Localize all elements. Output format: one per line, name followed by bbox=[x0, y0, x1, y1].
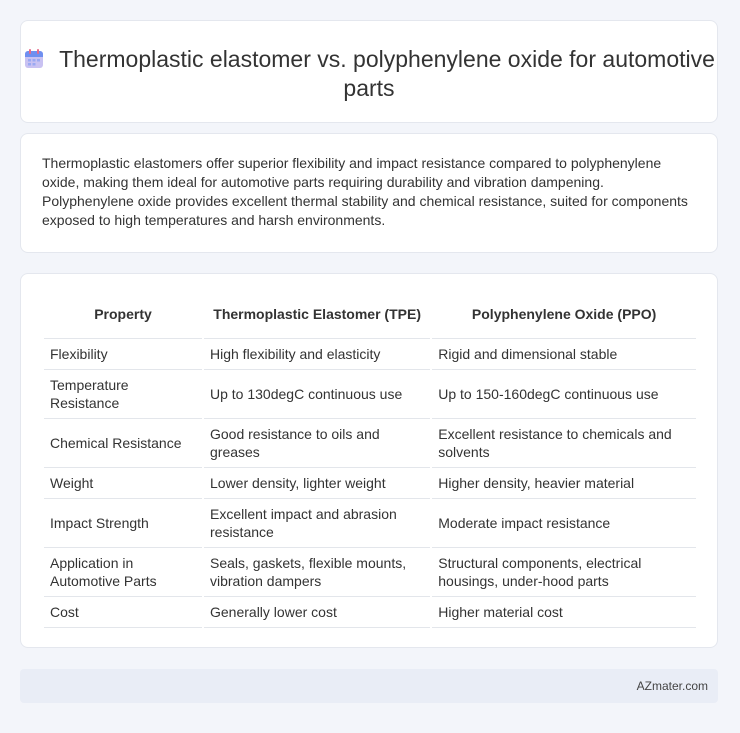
summary-text: Thermoplastic elastomers offer superior flexibility and impact resistance compared to polyphenylene oxide, making them ideal for automotive parts requiring durability and vibration dampening. Polyphenylene oxide provides excellent thermal stability and chemical resistance, suited for components exposed to high temperatures and harsh environments. bbox=[42, 155, 688, 228]
table-row bbox=[44, 418, 696, 467]
table-row bbox=[44, 498, 696, 547]
cell-tpe: High flexibility and elasticity bbox=[204, 338, 430, 369]
cell-property: Temperature Resistance bbox=[44, 369, 202, 418]
table-header-row bbox=[44, 296, 696, 338]
cell-ppo: Moderate impact resistance bbox=[432, 498, 696, 547]
cell-property: Cost bbox=[44, 596, 202, 628]
page-title-block bbox=[21, 45, 717, 103]
cell-ppo: Higher density, heavier material bbox=[432, 467, 696, 498]
summary-card bbox=[20, 133, 718, 253]
cell-tpe: Good resistance to oils and greases bbox=[204, 418, 430, 467]
table-row bbox=[44, 547, 696, 596]
header-property: Property bbox=[94, 305, 152, 322]
cell-tpe: Lower density, lighter weight bbox=[204, 467, 430, 498]
comparison-table bbox=[42, 296, 698, 628]
cell-ppo: Higher material cost bbox=[432, 596, 696, 628]
calendar-icon bbox=[23, 48, 45, 70]
title-card bbox=[20, 20, 718, 123]
cell-property: Weight bbox=[44, 467, 202, 498]
table-row bbox=[44, 596, 696, 628]
cell-property: Flexibility bbox=[44, 338, 202, 369]
cell-ppo: Excellent resistance to chemicals and solvents bbox=[432, 418, 696, 467]
cell-tpe: Generally lower cost bbox=[204, 596, 430, 628]
cell-ppo: Up to 150-160degC continuous use bbox=[432, 369, 696, 418]
cell-property: Impact Strength bbox=[44, 498, 202, 547]
footer-brand[interactable]: AZmater.com bbox=[636, 679, 708, 693]
cell-property: Application in Automotive Parts bbox=[44, 547, 202, 596]
cell-ppo: Structural components, electrical housings, under-hood parts bbox=[432, 547, 696, 596]
cell-property: Chemical Resistance bbox=[44, 418, 202, 467]
cell-tpe: Seals, gaskets, flexible mounts, vibration dampers bbox=[204, 547, 430, 596]
cell-tpe: Excellent impact and abrasion resistance bbox=[204, 498, 430, 547]
header-tpe: Thermoplastic Elastomer (TPE) bbox=[213, 305, 421, 322]
cell-tpe: Up to 130degC continuous use bbox=[204, 369, 430, 418]
table-row bbox=[44, 467, 696, 498]
page-title: Thermoplastic elastomer vs. polyphenylene oxide for automotive parts bbox=[59, 46, 715, 101]
table-row bbox=[44, 338, 696, 369]
comparison-card bbox=[20, 273, 718, 648]
table-row bbox=[44, 369, 696, 418]
header-ppo: Polyphenylene Oxide (PPO) bbox=[471, 305, 657, 322]
footer-bar bbox=[20, 669, 718, 703]
cell-ppo: Rigid and dimensional stable bbox=[432, 338, 696, 369]
